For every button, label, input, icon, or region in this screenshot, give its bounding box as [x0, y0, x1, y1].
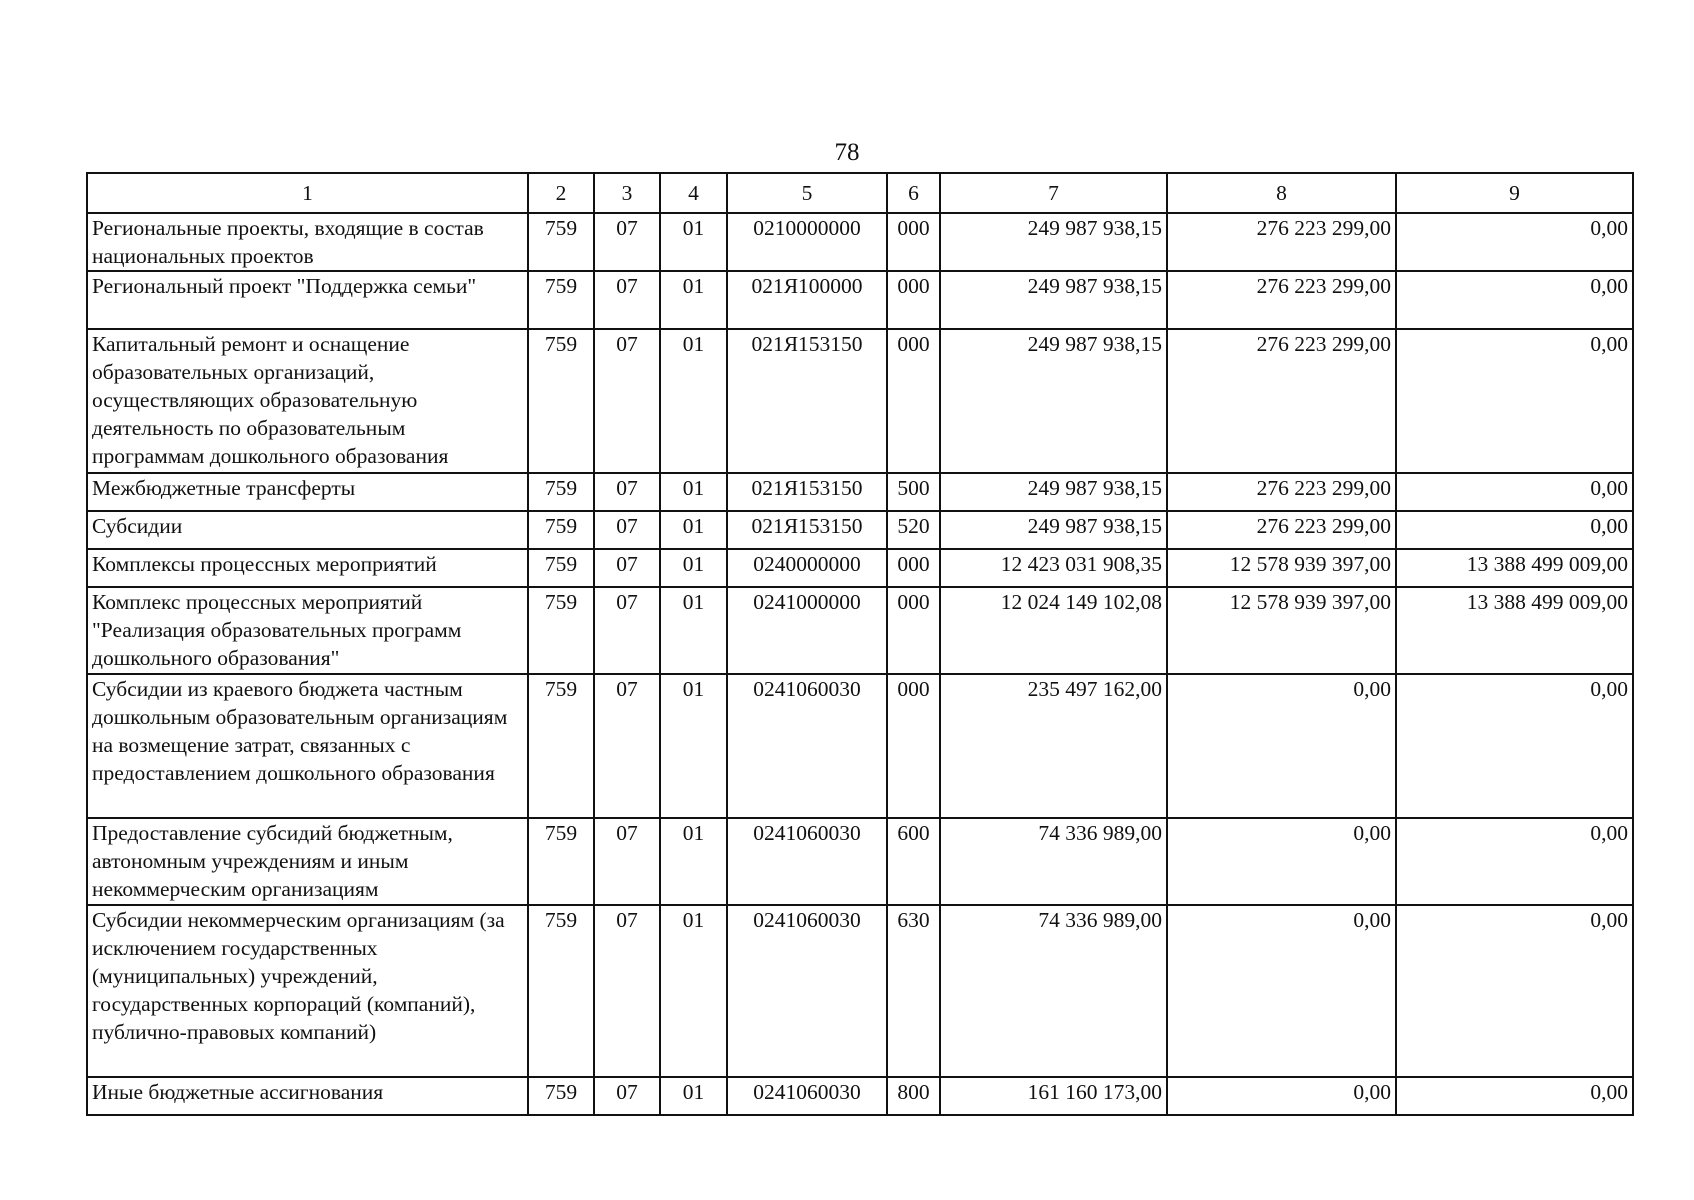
code-cell: 01 [660, 329, 727, 473]
amount-cell: 249 987 938,15 [940, 473, 1167, 511]
item-name: Региональный проект "Поддержка семьи" [87, 271, 528, 329]
amount-cell: 0,00 [1167, 905, 1396, 1077]
header-cell: 1 [87, 173, 528, 213]
code-cell: 01 [660, 511, 727, 549]
table-row [87, 818, 1633, 905]
code-cell: 021Я153150 [727, 511, 887, 549]
code-cell: 07 [594, 329, 660, 473]
header-cell: 8 [1167, 173, 1396, 213]
code-cell: 000 [887, 674, 940, 818]
amount-cell: 249 987 938,15 [940, 213, 1167, 271]
amount-cell: 235 497 162,00 [940, 674, 1167, 818]
amount-cell: 12 578 939 397,00 [1167, 549, 1396, 587]
code-cell: 759 [528, 1077, 594, 1115]
code-cell: 07 [594, 271, 660, 329]
table-row [87, 549, 1633, 587]
table-row [87, 1077, 1633, 1115]
header-cell: 7 [940, 173, 1167, 213]
amount-cell: 12 024 149 102,08 [940, 587, 1167, 674]
code-cell: 600 [887, 818, 940, 905]
amount-cell: 276 223 299,00 [1167, 213, 1396, 271]
code-cell: 07 [594, 213, 660, 271]
amount-cell: 0,00 [1396, 271, 1633, 329]
code-cell: 759 [528, 511, 594, 549]
code-cell: 07 [594, 905, 660, 1077]
code-cell: 759 [528, 329, 594, 473]
item-name: Иные бюджетные ассигнования [87, 1077, 528, 1115]
code-cell: 800 [887, 1077, 940, 1115]
header-cell: 4 [660, 173, 727, 213]
item-name: Субсидии некоммерческим организациям (за исключением государственных (муниципальных) учреждений, государственных корпораций (компаний), публично-правовых компаний) [87, 905, 528, 1077]
amount-cell: 0,00 [1167, 674, 1396, 818]
header-row [87, 173, 1633, 213]
item-name: Межбюджетные трансферты [87, 473, 528, 511]
amount-cell: 0,00 [1396, 511, 1633, 549]
code-cell: 0240000000 [727, 549, 887, 587]
header-cell: 3 [594, 173, 660, 213]
item-name: Региональные проекты, входящие в состав национальных проектов [87, 213, 528, 271]
amount-cell: 0,00 [1396, 674, 1633, 818]
table-row [87, 587, 1633, 674]
amount-cell: 276 223 299,00 [1167, 329, 1396, 473]
item-name: Субсидии из краевого бюджета частным дошкольным образовательным организациям на возмещение затрат, связанных с предоставлением дошкольного образования [87, 674, 528, 818]
amount-cell: 161 160 173,00 [940, 1077, 1167, 1115]
code-cell: 07 [594, 818, 660, 905]
amount-cell: 249 987 938,15 [940, 271, 1167, 329]
amount-cell: 12 578 939 397,00 [1167, 587, 1396, 674]
code-cell: 01 [660, 1077, 727, 1115]
code-cell: 01 [660, 213, 727, 271]
code-cell: 0210000000 [727, 213, 887, 271]
code-cell: 000 [887, 329, 940, 473]
code-cell: 0241060030 [727, 1077, 887, 1115]
code-cell: 01 [660, 674, 727, 818]
code-cell: 01 [660, 549, 727, 587]
code-cell: 520 [887, 511, 940, 549]
code-cell: 0241060030 [727, 818, 887, 905]
table-row [87, 905, 1633, 1077]
code-cell: 0241000000 [727, 587, 887, 674]
amount-cell: 249 987 938,15 [940, 329, 1167, 473]
code-cell: 000 [887, 271, 940, 329]
code-cell: 01 [660, 271, 727, 329]
table-row [87, 473, 1633, 511]
amount-cell: 0,00 [1396, 1077, 1633, 1115]
code-cell: 07 [594, 473, 660, 511]
code-cell: 630 [887, 905, 940, 1077]
header-cell: 9 [1396, 173, 1633, 213]
code-cell: 500 [887, 473, 940, 511]
table-row [87, 674, 1633, 818]
code-cell: 07 [594, 549, 660, 587]
header-cell: 6 [887, 173, 940, 213]
code-cell: 759 [528, 549, 594, 587]
amount-cell: 13 388 499 009,00 [1396, 587, 1633, 674]
code-cell: 759 [528, 818, 594, 905]
amount-cell: 12 423 031 908,35 [940, 549, 1167, 587]
code-cell: 000 [887, 213, 940, 271]
amount-cell: 74 336 989,00 [940, 905, 1167, 1077]
code-cell: 759 [528, 905, 594, 1077]
table-row [87, 329, 1633, 473]
header-cell: 2 [528, 173, 594, 213]
item-name: Комплексы процессных мероприятий [87, 549, 528, 587]
code-cell: 759 [528, 674, 594, 818]
item-name: Комплекс процессных мероприятий "Реализация образовательных программ дошкольного образования" [87, 587, 528, 674]
amount-cell: 276 223 299,00 [1167, 473, 1396, 511]
amount-cell: 0,00 [1396, 329, 1633, 473]
code-cell: 021Я153150 [727, 473, 887, 511]
amount-cell: 74 336 989,00 [940, 818, 1167, 905]
code-cell: 000 [887, 587, 940, 674]
table-row [87, 271, 1633, 329]
code-cell: 759 [528, 587, 594, 674]
amount-cell: 0,00 [1396, 473, 1633, 511]
code-cell: 07 [594, 587, 660, 674]
code-cell: 01 [660, 473, 727, 511]
amount-cell: 0,00 [1396, 213, 1633, 271]
amount-cell: 0,00 [1167, 1077, 1396, 1115]
code-cell: 07 [594, 1077, 660, 1115]
code-cell: 021Я153150 [727, 329, 887, 473]
code-cell: 000 [887, 549, 940, 587]
code-cell: 759 [528, 473, 594, 511]
code-cell: 759 [528, 213, 594, 271]
code-cell: 021Я100000 [727, 271, 887, 329]
code-cell: 07 [594, 511, 660, 549]
amount-cell: 0,00 [1167, 818, 1396, 905]
amount-cell: 276 223 299,00 [1167, 511, 1396, 549]
amount-cell: 0,00 [1396, 818, 1633, 905]
budget-table [86, 172, 1634, 1116]
table-row [87, 511, 1633, 549]
item-name: Предоставление субсидий бюджетным, автономным учреждениям и иным некоммерческим организациям [87, 818, 528, 905]
code-cell: 0241060030 [727, 674, 887, 818]
amount-cell: 276 223 299,00 [1167, 271, 1396, 329]
item-name: Капитальный ремонт и оснащение образовательных организаций, осуществляющих образовательную деятельность по образовательным программам дошкольного образования [87, 329, 528, 473]
code-cell: 07 [594, 674, 660, 818]
code-cell: 01 [660, 818, 727, 905]
item-name: Субсидии [87, 511, 528, 549]
table-row [87, 213, 1633, 271]
amount-cell: 249 987 938,15 [940, 511, 1167, 549]
amount-cell: 13 388 499 009,00 [1396, 549, 1633, 587]
code-cell: 0241060030 [727, 905, 887, 1077]
code-cell: 01 [660, 587, 727, 674]
amount-cell: 0,00 [1396, 905, 1633, 1077]
code-cell: 01 [660, 905, 727, 1077]
header-cell: 5 [727, 173, 887, 213]
code-cell: 759 [528, 271, 594, 329]
page-number: 78 [834, 139, 860, 166]
